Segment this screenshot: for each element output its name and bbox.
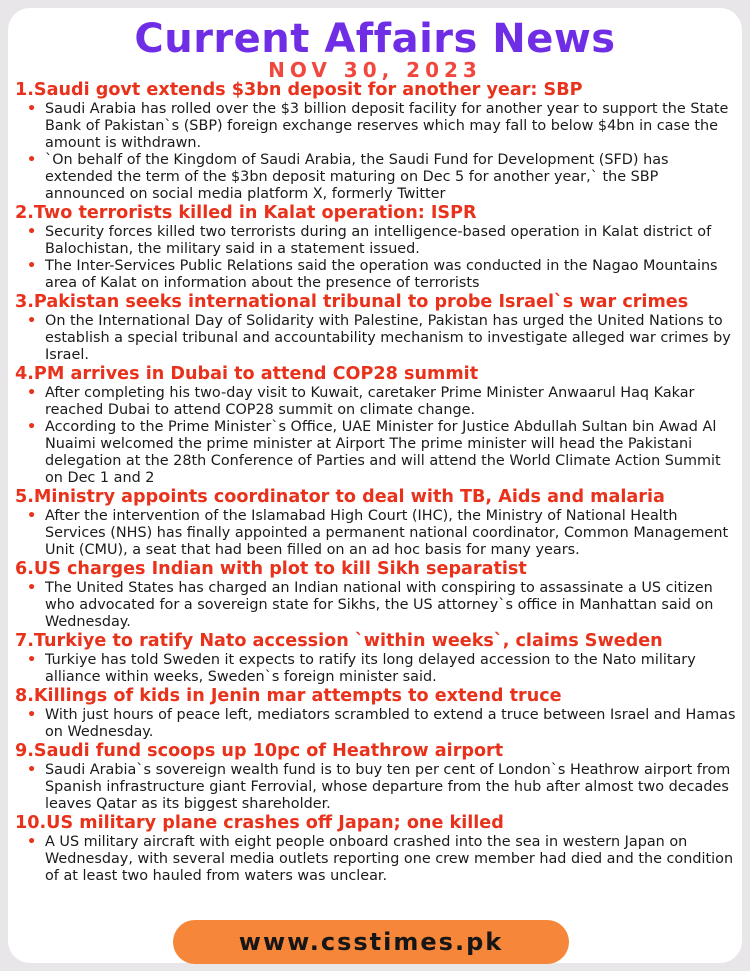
news-point xyxy=(15,258,736,292)
news-item xyxy=(15,364,736,487)
news-item xyxy=(15,203,736,292)
news-point xyxy=(15,834,736,885)
news-item xyxy=(15,80,736,203)
news-point-text: A US military aircraft with eight people onboard crashed into the sea in western Japan on Wednesday, with several media outlets reporting one crew member had died and the condition of at least two hauled from waters was unclear. xyxy=(45,834,734,884)
news-point xyxy=(15,313,736,364)
news-points xyxy=(15,508,736,559)
news-points xyxy=(15,834,736,885)
news-point xyxy=(15,101,736,152)
news-point xyxy=(15,152,736,203)
bullet-icon: • xyxy=(27,385,37,401)
news-point xyxy=(15,762,736,813)
news-point-text: Saudi Arabia has rolled over the $3 billion deposit facility for another year to support the State Bank of Pakistan`s (SBP) foreign exchange reserves which may fall to below $4bn in case the amount is withdrawn. xyxy=(45,101,729,151)
bullet-icon: • xyxy=(27,258,37,274)
news-points xyxy=(15,580,736,631)
news-point-text: After the intervention of the Islamabad High Court (IHC), the Ministry of National Health Services (NHS) has finally appointed a permanent national coordinator, Common Management Unit (CMU), a seat that had been filled on an ad hoc basis for many years. xyxy=(45,508,729,558)
news-point-text: The United States has charged an Indian national with conspiring to assassinate a US citizen who advocated for a sovereign state for Sikhs, the US attorney`s office in Manhattan said on Wednesday. xyxy=(45,580,714,630)
news-points xyxy=(15,313,736,364)
news-point xyxy=(15,580,736,631)
news-headline: 7.Turkiye to ratify Nato accession `within weeks`, claims Sweden xyxy=(15,631,663,651)
news-point xyxy=(15,707,736,741)
news-list xyxy=(8,80,742,885)
news-headline: 5.Ministry appoints coordinator to deal with TB, Aids and malaria xyxy=(15,487,665,507)
news-headline: 2.Two terrorists killed in Kalat operation: ISPR xyxy=(15,203,477,223)
news-points xyxy=(15,707,736,741)
news-point-text: On the International Day of Solidarity with Palestine, Pakistan has urged the United Nations to establish a special tribunal and accountability mechanism to investigate alleged war crimes by Israel. xyxy=(45,313,731,363)
bullet-icon: • xyxy=(27,419,37,435)
news-point xyxy=(15,224,736,258)
bullet-icon: • xyxy=(27,834,37,850)
news-points xyxy=(15,652,736,686)
news-point-text: According to the Prime Minister`s Office, UAE Minister for Justice Abdullah Sultan bin Awad Al Nuaimi welcomed the prime minister at Airport The prime minister will head the Pakistani delegation at the 28th Conference of Parties and will attend the World Climate Action Summit on Dec 1 and 2 xyxy=(45,419,721,486)
news-item xyxy=(15,292,736,364)
news-point xyxy=(15,652,736,686)
news-point-text: Security forces killed two terrorists during an intelligence-based operation in Kalat district of Balochistan, the military said in a statement issued. xyxy=(45,224,712,257)
news-points xyxy=(15,385,736,487)
news-point xyxy=(15,419,736,487)
news-headline: 4.PM arrives in Dubai to attend COP28 summit xyxy=(15,364,479,384)
news-item xyxy=(15,487,736,559)
bullet-icon: • xyxy=(27,707,37,723)
news-item xyxy=(15,741,736,813)
news-point xyxy=(15,385,736,419)
news-item xyxy=(15,686,736,741)
news-point-text: With just hours of peace left, mediators scrambled to extend a truce between Israel and Hamas on Wednesday. xyxy=(45,707,736,740)
bullet-icon: • xyxy=(27,762,37,778)
bullet-icon: • xyxy=(27,580,37,596)
news-item xyxy=(15,559,736,631)
news-points xyxy=(15,101,736,203)
news-point-text: The Inter-Services Public Relations said the operation was conducted in the Nagao Mountains area of Kalat on information about the presence of terrorists xyxy=(45,258,718,291)
bullet-icon: • xyxy=(27,508,37,524)
news-headline: 9.Saudi fund scoops up 10pc of Heathrow airport xyxy=(15,741,504,761)
news-points xyxy=(15,762,736,813)
website-link[interactable]: www.csstimes.pk xyxy=(173,920,569,964)
news-headline: 3.Pakistan seeks international tribunal to probe Israel`s war crimes xyxy=(15,292,689,312)
news-point-text: Turkiye has told Sweden it expects to ratify its long delayed accession to the Nato military alliance within weeks, Sweden`s foreign minister said. xyxy=(45,652,696,685)
news-card xyxy=(8,8,742,963)
news-headline: 1.Saudi govt extends $3bn deposit for another year: SBP xyxy=(15,80,583,100)
bullet-icon: • xyxy=(27,152,37,168)
news-item xyxy=(15,631,736,686)
page-date: NOV 30, 2023 xyxy=(268,58,482,82)
page-title: Current Affairs News xyxy=(134,16,616,62)
news-headline: 6.US charges Indian with plot to kill Sikh separatist xyxy=(15,559,527,579)
news-point-text: `On behalf of the Kingdom of Saudi Arabia, the Saudi Fund for Development (SFD) has extended the term of the $3bn deposit maturing on Dec 5 for another year,` the SBP announced on social media platform X, formerly Twitter xyxy=(45,152,669,202)
news-point-text: After completing his two-day visit to Kuwait, caretaker Prime Minister Anwaarul Haq Kakar reached Dubai to attend COP28 summit on climate change. xyxy=(45,385,695,418)
news-headline: 10.US military plane crashes off Japan; one killed xyxy=(15,813,504,833)
bullet-icon: • xyxy=(27,101,37,117)
news-headline: 8.Killings of kids in Jenin mar attempts to extend truce xyxy=(15,686,562,706)
bullet-icon: • xyxy=(27,313,37,329)
bullet-icon: • xyxy=(27,652,37,668)
news-item xyxy=(15,813,736,885)
news-point xyxy=(15,508,736,559)
news-point-text: Saudi Arabia`s sovereign wealth fund is to buy ten per cent of London`s Heathrow airport from Spanish infrastructure giant Ferrovial, whose departure from the hub after almost two decades leaves Qatar as its biggest shareholder. xyxy=(45,762,731,812)
bullet-icon: • xyxy=(27,224,37,240)
news-points xyxy=(15,224,736,292)
